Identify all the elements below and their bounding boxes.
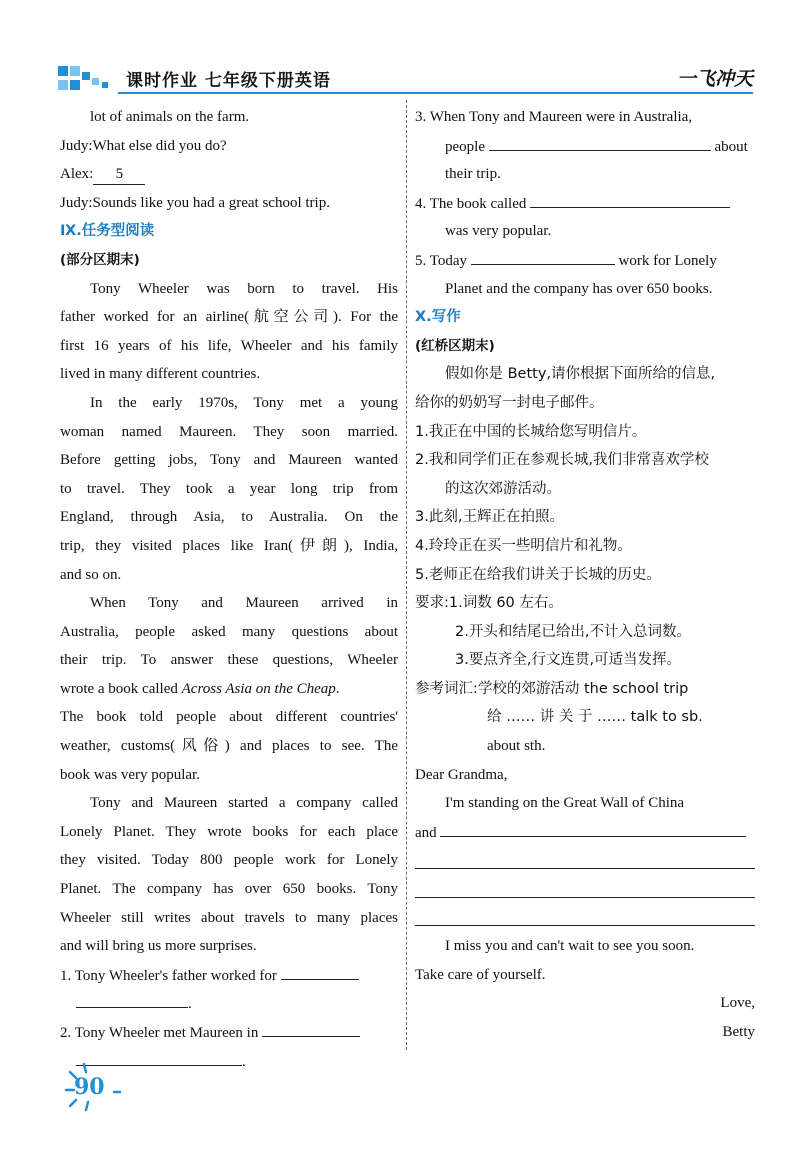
text-fragment: . (335, 680, 340, 697)
letter-signoff: Love, (720, 995, 755, 1012)
left-column (60, 103, 398, 1075)
reading-paragraph (60, 789, 398, 961)
writing-prompt: 给你的奶奶写一封电子邮件。 (415, 394, 604, 411)
question-text: 4. The book called (415, 195, 527, 212)
header-brand: 一飞冲天 (676, 68, 753, 90)
period: . (188, 996, 192, 1013)
text-line: England, through Asia, to Australia. On the (60, 509, 398, 526)
text-line: to travel. They took a year long trip from (60, 480, 398, 497)
answer-blank[interactable] (530, 189, 730, 208)
requirement: 要求:1.词数 60 左右。 (415, 595, 563, 612)
writing-point: 5.老师正在给我们讲关于长城的历史。 (415, 566, 661, 583)
vocabulary: about sth. (487, 738, 546, 755)
letter-greeting: Dear Grandma, (415, 766, 508, 783)
writing-blank[interactable] (440, 818, 746, 837)
letter-closing: Take care of yourself. (415, 966, 546, 983)
text-line: and so on. (60, 566, 122, 583)
question-3-cont (415, 132, 755, 161)
letter-signature: Betty (722, 1024, 755, 1040)
section-source: (部分区期末) (60, 251, 140, 268)
reading-paragraph (60, 275, 398, 389)
vocabulary: 参考词汇:学校的郊游活动 the school trip (415, 680, 689, 697)
text-line: The book told people about different countries' (60, 709, 398, 726)
writing-point: 1.我正在中国的长城给您写明信片。 (415, 423, 647, 440)
question-text: 5. Today (415, 252, 468, 269)
text-line: Wheeler still writes about travels to many places (60, 909, 398, 926)
writing-rule (415, 925, 755, 926)
dialog-line: Judy:Sounds like you had a great school trip. (60, 194, 330, 211)
answer-blank-5[interactable]: 5 (93, 164, 145, 185)
text-line: In the early 1970s, Tony met a young (90, 394, 398, 411)
question-3: 3. When Tony and Maureen were in Australia, (415, 109, 693, 125)
writing-point: 的这次郊游活动。 (445, 480, 561, 497)
answer-blank[interactable] (471, 246, 615, 265)
writing-line[interactable] (415, 875, 755, 904)
period: . (242, 1053, 246, 1070)
question-5-cont: Planet and the company has over 650 books. (445, 280, 713, 297)
text-line: lived in many different countries. (60, 366, 261, 383)
text-line: Australia, people asked many questions about (60, 623, 398, 640)
writing-point: 3.此刻,王辉正在拍照。 (415, 509, 564, 526)
vocabulary: 给 …… 讲 关 于 …… talk to sb. (487, 709, 703, 726)
question-text: people (445, 138, 485, 155)
text-line: Before getting jobs, Tony and Maureen wanted (60, 452, 398, 469)
question-1 (60, 961, 398, 990)
header-rule (118, 92, 753, 94)
text-line: When Tony and Maureen arrived in (90, 595, 398, 612)
writing-line[interactable] (415, 904, 755, 933)
question-text: 1. Tony Wheeler's father worked for (60, 967, 277, 984)
letter-line-and (415, 818, 755, 847)
section-title: Ⅸ.任务型阅读 (60, 223, 155, 240)
text-line-book (60, 675, 398, 704)
question-text: about (714, 138, 748, 155)
text-line: weather, customs(风俗) and places to see. The (60, 738, 398, 755)
text-line: they visited. Today 800 people work for Lonely (60, 852, 398, 869)
text-line: Tony Wheeler was born to travel. His (90, 280, 398, 297)
text-line: Lonely Planet. They wrote books for each place (60, 823, 398, 840)
text-line: Planet. The company has over 650 books. Tony (60, 881, 398, 898)
dialog-line: lot of animals on the farm. (90, 109, 250, 125)
section-source: (红桥区期末) (415, 337, 495, 354)
page-number-text: 90 (74, 1074, 105, 1100)
right-column (415, 103, 755, 1047)
text-line: first 16 years of his life, Wheeler and his family (60, 337, 398, 354)
header-title: 课时作业 七年级下册英语 (126, 71, 331, 91)
text-line: and will bring us more surprises. (60, 938, 257, 955)
question-2 (60, 1018, 398, 1047)
writing-point: 2.我和同学们正在参观长城,我们非常喜欢学校 (415, 452, 709, 469)
writing-rule (415, 868, 755, 869)
requirement: 2.开头和结尾已给出,不计入总词数。 (455, 623, 691, 640)
answer-blank[interactable] (76, 989, 188, 1008)
question-4 (415, 189, 755, 218)
text-line: father worked for an airline(航空公司). For the (60, 309, 398, 326)
answer-blank[interactable] (489, 132, 711, 151)
speaker-label: Alex: (60, 166, 94, 183)
letter-text: and (415, 824, 437, 841)
question-text: work for Lonely (618, 252, 717, 269)
section-title: Ⅹ.写作 (415, 309, 461, 326)
reading-paragraph (60, 389, 398, 589)
question-5 (415, 246, 755, 275)
answer-blank[interactable] (262, 1018, 360, 1037)
requirement: 3.要点齐全,行文连贯,可适当发挥。 (455, 652, 682, 669)
dialog-line: Judy:What else did you do? (60, 137, 227, 154)
page-header (58, 58, 753, 96)
writing-point: 4.玲玲正在买一些明信片和礼物。 (415, 537, 632, 554)
letter-closing: I miss you and can't wait to see you soon. (445, 938, 695, 955)
question-4-cont: was very popular. (445, 223, 552, 240)
letter-opening: I'm standing on the Great Wall of China (445, 795, 685, 812)
text-fragment: wrote a book called (60, 680, 182, 697)
text-line: Tony and Maureen started a company called (90, 795, 398, 812)
question-text: 2. Tony Wheeler met Maureen in (60, 1025, 259, 1041)
book-title: Across Asia on the Cheap (181, 680, 336, 697)
page-number (64, 1062, 124, 1112)
writing-rule (415, 897, 755, 898)
answer-blank[interactable] (281, 961, 359, 980)
text-line: their trip. To answer these questions, Wheeler (60, 652, 398, 669)
question-3-end: their trip. (445, 166, 501, 183)
reading-paragraph (60, 589, 398, 789)
decorative-squares-icon (58, 64, 116, 92)
column-divider (406, 100, 407, 1050)
writing-prompt: 假如你是 Betty,请你根据下面所给的信息, (445, 366, 716, 383)
dialog-line-alex (60, 160, 398, 189)
writing-line[interactable] (415, 846, 755, 875)
text-line: woman named Maureen. They soon married. (60, 423, 398, 440)
question-1-cont (60, 989, 398, 1018)
text-line: trip, they visited places like Iran(伊朗), India, (60, 537, 398, 554)
text-line: book was very popular. (60, 766, 200, 783)
